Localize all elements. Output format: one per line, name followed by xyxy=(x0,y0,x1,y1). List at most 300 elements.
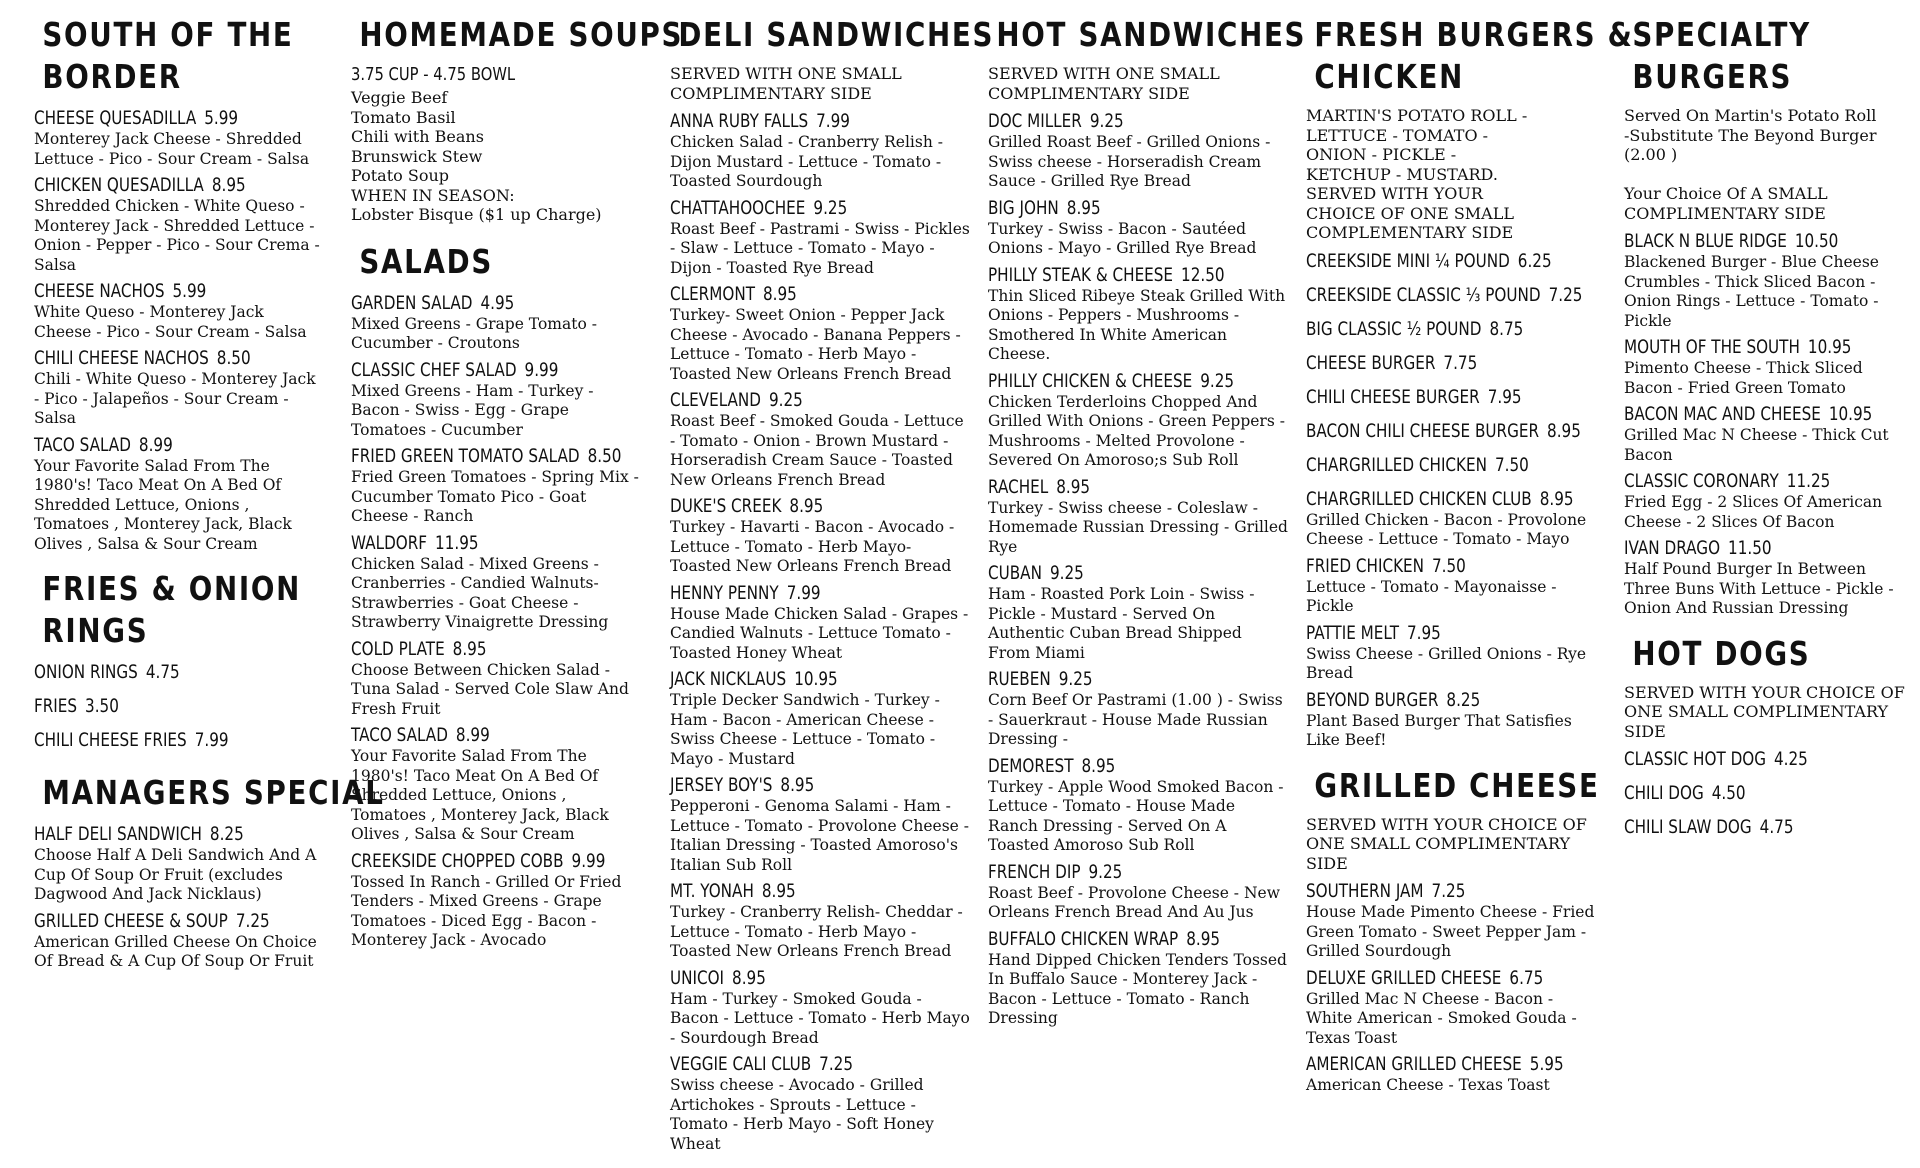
menu-section xyxy=(988,14,1307,1043)
menu-item xyxy=(670,966,970,1049)
menu-section xyxy=(34,14,324,568)
menu-item-name: CHILI SLAW DOG xyxy=(1624,816,1752,838)
menu-item xyxy=(34,173,324,275)
menu-item-heading xyxy=(1624,229,1856,253)
menu-item-price: 9.25 xyxy=(813,196,848,219)
menu-item xyxy=(351,358,641,441)
section-title-line: SOUTH OF THE xyxy=(42,15,294,54)
menu-item-name: SOUTHERN JAM xyxy=(1306,880,1424,902)
menu-item xyxy=(1624,781,1914,805)
menu-item-description: Mixed Greens - Ham - Turkey - Bacon - Swiss - Egg - Grape Tomatoes - Cucumber xyxy=(351,381,594,439)
menu-item-heading xyxy=(351,849,606,873)
menu-item-name: BIG JOHN xyxy=(988,196,1059,219)
menu-item-price: 7.95 xyxy=(1487,385,1522,408)
menu-item-heading xyxy=(1306,351,1538,375)
menu-item-name: CHARGRILLED CHICKEN CLUB xyxy=(1306,487,1532,510)
menu-item xyxy=(351,637,641,720)
menu-item-price: 5.99 xyxy=(204,107,239,129)
menu-item-heading xyxy=(1306,621,1538,645)
menu-item-description: Lettuce - Tomato - Mayonaisse - Pickle xyxy=(1306,577,1557,615)
section-spacer xyxy=(34,976,324,986)
menu-item xyxy=(1306,879,1596,962)
menu-item-heading xyxy=(988,369,1235,393)
menu-item xyxy=(1624,815,1914,839)
menu-item xyxy=(1624,747,1914,771)
menu-item-price: 4.25 xyxy=(1774,748,1808,770)
menu-item-name: PHILLY CHICKEN & CHEESE xyxy=(988,369,1193,392)
menu-item-description: House Made Pimento Cheese - Fried Green Tomato - Sweet Pepper Jam - Grilled Sourdough xyxy=(1306,903,1595,960)
menu-item-heading xyxy=(670,773,910,797)
menu-item-name: CHEESE BURGER xyxy=(1306,351,1436,374)
menu-item-description: Tossed In Ranch - Grilled Or Fried Tenders - Mixed Greens - Grape Tomatoes - Diced Egg - Bacon - Monterey Jack - Avocado xyxy=(351,872,622,949)
section-spacer xyxy=(34,762,324,772)
menu-item xyxy=(1306,419,1596,443)
menu-item-price: 10.50 xyxy=(1794,230,1839,252)
menu-item-price: 9.99 xyxy=(571,849,606,872)
menu-item-price: 4.75 xyxy=(145,661,180,683)
menu-item-heading xyxy=(988,860,1228,884)
section-spacer xyxy=(1306,755,1596,765)
menu-item xyxy=(34,106,324,169)
menu-item-name: BEYOND BURGER xyxy=(1306,688,1439,711)
menu-item-price: 8.95 xyxy=(452,637,487,660)
menu-item-description: Thin Sliced Ribeye Steak Grilled With Onions - Peppers - Mushrooms - Smothered In White American Cheese. xyxy=(988,286,1286,363)
menu-item-price: 9.25 xyxy=(1089,110,1124,132)
menu-item-heading xyxy=(1624,536,1856,560)
section-spacer xyxy=(988,1033,1288,1043)
section-spacer xyxy=(351,955,641,965)
menu-item-name: VEGGIE CALI CLUB xyxy=(670,1053,812,1075)
menu-item-heading xyxy=(34,909,270,933)
menu-item-name: CUBAN xyxy=(988,562,1042,584)
menu-item-heading xyxy=(351,444,622,468)
menu-item-description: Ham - Roasted Pork Loin - Swiss - Pickle - Mustard - Served On Authentic Cuban Bread Shipped From Miami xyxy=(988,585,1255,662)
menu-item-name: CREEKSIDE CLASSIC ⅓ POUND xyxy=(1306,283,1541,306)
section-title-line: HOT SANDWICHES xyxy=(996,15,1307,54)
menu-item-heading xyxy=(351,723,583,747)
section-title-line: SPECIALTY xyxy=(1632,15,1811,54)
menu-item-name: CREEKSIDE CHOPPED COBB xyxy=(351,849,564,872)
menu-item-price: 9.25 xyxy=(1088,860,1123,883)
menu-item-name: RACHEL xyxy=(988,475,1049,498)
menu-item-price: 8.95 xyxy=(1066,196,1101,219)
section-title xyxy=(988,14,1307,56)
menu-item-name: TACO SALAD xyxy=(351,724,448,746)
menu-item-heading xyxy=(1306,966,1544,990)
menu-item-description: Grilled Roast Beef - Grilled Onions - Swiss cheese - Horseradish Cream Sauce - Grilled Rye Bread xyxy=(988,133,1271,190)
menu-item-description: Chicken Salad - Cranberry Relish - Dijon Mustard - Lettuce - Tomato - Toasted Sourdough xyxy=(670,133,943,190)
menu-item-name: MT. YONAH xyxy=(670,880,754,902)
menu-item-name: CLASSIC CORONARY xyxy=(1624,470,1779,492)
menu-item-price: 8.95 xyxy=(761,880,796,902)
menu-item xyxy=(34,279,324,342)
menu-item xyxy=(670,667,970,769)
menu-item-heading xyxy=(670,388,910,412)
menu-item-price: 7.25 xyxy=(235,909,270,932)
menu-item-price: 11.25 xyxy=(1786,470,1831,492)
menu-item-description: Plant Based Burger That Satisfies Like Beef! xyxy=(1306,711,1572,749)
section-title-line: BURGERS xyxy=(1632,57,1793,96)
menu-item-price: 5.99 xyxy=(172,280,207,302)
menu-item xyxy=(34,909,324,972)
menu-item xyxy=(1306,554,1596,617)
section-title xyxy=(351,14,684,56)
menu-item-name: CHARGRILLED CHICKEN xyxy=(1306,453,1487,476)
menu-item-heading xyxy=(1306,688,1538,712)
menu-item-heading xyxy=(34,433,266,457)
menu-item-heading xyxy=(670,109,910,133)
menu-item-heading xyxy=(988,927,1228,951)
menu-item-name: BUFFALO CHICKEN WRAP xyxy=(988,927,1179,950)
menu-item-description: Half Pound Burger In Between Three Buns With Lettuce - Pickle - Onion And Russian Dressing xyxy=(1624,560,1894,617)
menu-section xyxy=(34,568,324,772)
menu-column-2 xyxy=(351,14,684,965)
menu-item-name: ONION RINGS xyxy=(34,661,138,683)
menu-item-heading xyxy=(988,263,1228,287)
menu-item-heading xyxy=(988,109,1228,133)
menu-item-heading xyxy=(1306,487,1574,511)
menu-item-price: 7.25 xyxy=(819,1053,853,1075)
menu-column-1 xyxy=(34,14,385,986)
section-title-line: SALADS xyxy=(359,241,493,281)
menu-item-heading xyxy=(1306,419,1581,443)
menu-column-4 xyxy=(988,14,1307,1043)
menu-item xyxy=(34,728,324,752)
menu-item-name: BLACK N BLUE RIDGE xyxy=(1624,230,1787,252)
section-note: SERVED WITH YOUR CHOICE OF ONE SMALL COMPLIMENTARY SIDE xyxy=(1624,682,1905,741)
menu-item-heading xyxy=(1624,781,1856,805)
menu-item-name: CHILI CHEESE NACHOS xyxy=(34,347,209,369)
menu-item-description: Turkey - Swiss cheese - Coleslaw - Homemade Russian Dressing - Grilled Rye xyxy=(988,498,1288,556)
menu-item xyxy=(1306,1052,1596,1096)
menu-item-name: WALDORF xyxy=(351,531,428,554)
menu-item-name: DUKE'S CREEK xyxy=(670,495,782,517)
section-spacer xyxy=(1624,623,1914,633)
menu-column-3 xyxy=(670,14,995,1168)
menu-item-price: 6.25 xyxy=(1517,249,1552,272)
menu-item-heading xyxy=(1624,469,1856,493)
menu-item-name: CLASSIC HOT DOG xyxy=(1624,748,1767,770)
menu-item-price: 12.50 xyxy=(1181,263,1225,286)
menu-item-heading xyxy=(670,196,910,220)
menu-item-heading xyxy=(34,106,266,130)
menu-item-name: MOUTH OF THE SOUTH xyxy=(1624,336,1800,358)
menu-item-price: 7.99 xyxy=(786,581,821,604)
section-spacer xyxy=(1624,849,1914,859)
section-title xyxy=(34,772,385,814)
menu-item-price: 8.95 xyxy=(1081,754,1116,777)
menu-item-name: CHILI CHEESE FRIES xyxy=(34,729,187,751)
menu-item-description: Triple Decker Sandwich - Turkey - Ham - Bacon - American Cheese - Swiss Cheese - Lettuce - Tomato - Mayo - Mustard xyxy=(670,691,940,768)
menu-item-heading xyxy=(670,282,910,306)
menu-item-price: 8.95 xyxy=(780,774,815,796)
menu-item-name: COLD PLATE xyxy=(351,637,445,660)
menu-item-price: 9.25 xyxy=(1200,369,1235,392)
menu-item-price: 3.50 xyxy=(85,695,119,717)
menu-item-price: 5.95 xyxy=(1529,1053,1564,1075)
menu-item-price: 4.50 xyxy=(1711,782,1746,804)
menu-item-name: PHILLY STEAK & CHEESE xyxy=(988,263,1174,286)
menu-section xyxy=(351,241,641,965)
menu-item xyxy=(988,196,1288,259)
section-title xyxy=(351,241,595,283)
menu-item-description: White Queso - Monterey Jack Cheese - Pico - Sour Cream - Salsa xyxy=(34,303,307,341)
menu-item-heading xyxy=(1624,335,1856,359)
menu-item-heading xyxy=(1306,283,1583,307)
menu-item-heading xyxy=(34,822,266,846)
menu-item-price: 10.95 xyxy=(1828,403,1873,425)
menu-item-price: 9.25 xyxy=(1058,668,1093,690)
section-title-line: DELI SANDWICHES xyxy=(678,15,995,54)
menu-item xyxy=(988,263,1288,365)
menu-item-name: BIG CLASSIC ½ POUND xyxy=(1306,317,1482,340)
menu-item xyxy=(1624,469,1914,532)
menu-item-name: JERSEY BOY'S xyxy=(670,774,773,796)
menu-item-heading xyxy=(988,561,1228,585)
section-spacer xyxy=(670,1158,970,1168)
menu-item xyxy=(988,561,1288,663)
menu-item-name: CHEESE QUESADILLA xyxy=(34,107,197,129)
menu-item-description: Turkey - Cranberry Relish- Cheddar - Lettuce - Tomato - Herb Mayo - Toasted New Orleans French Bread xyxy=(670,903,963,960)
menu-item-heading xyxy=(1624,402,1873,426)
menu-item xyxy=(351,849,641,951)
menu-item-price: 8.95 xyxy=(1186,927,1221,950)
menu-item-description: Choose Half A Deli Sandwich And A Cup Of Soup Or Fruit (excludes Dagwood And Jack Nicklaus) xyxy=(34,846,317,903)
menu-section xyxy=(670,14,995,1168)
menu-item-name: HALF DELI SANDWICH xyxy=(34,823,202,845)
menu-item-heading xyxy=(1306,453,1538,477)
menu-item-name: CHEESE NACHOS xyxy=(34,280,165,302)
menu-item-name: AMERICAN GRILLED CHEESE xyxy=(1306,1053,1522,1075)
menu-item-heading xyxy=(351,358,583,382)
menu-item xyxy=(988,109,1288,192)
menu-item-description: Ham - Turkey - Smoked Gouda - Bacon - Lettuce - Tomato - Herb Mayo - Sourdough Bread xyxy=(670,989,970,1047)
menu-item xyxy=(1306,317,1596,341)
section-title-line: CHICKEN xyxy=(1314,57,1464,96)
menu-item-price: 8.50 xyxy=(216,347,251,369)
menu-item xyxy=(34,346,324,429)
menu-item-heading xyxy=(670,494,910,518)
section-title xyxy=(670,14,995,56)
menu-item-price: 6.75 xyxy=(1509,966,1544,989)
menu-item xyxy=(351,291,641,354)
menu-item-heading xyxy=(1306,249,1552,273)
menu-item-description: Roast Beef - Provolone Cheese - New Orleans French Bread And Au Jus xyxy=(988,883,1280,921)
menu-item-price: 4.95 xyxy=(480,291,515,314)
menu-item xyxy=(1306,966,1596,1049)
section-note: SERVED WITH YOUR CHOICE OF ONE SMALL COMPLIMENTARY SIDE xyxy=(1306,814,1587,873)
menu-item-heading xyxy=(988,475,1228,499)
menu-item xyxy=(34,694,324,718)
menu-item-name: JACK NICKLAUS xyxy=(670,668,787,690)
menu-item xyxy=(670,773,970,875)
menu-item-name: FRIES xyxy=(34,695,78,717)
menu-item-price: 4.75 xyxy=(1759,816,1794,838)
menu-item-heading xyxy=(670,1052,910,1076)
menu-item-price: 9.99 xyxy=(524,358,559,381)
menu-item-price: 8.99 xyxy=(138,433,173,456)
section-note: Veggie Beef Tomato Basil Chili with Beans Brunswick Stew Potato Soup WHEN IN SEASON: Lobster Bisque ($1 up Charge) xyxy=(351,88,602,224)
menu-item-price: 7.25 xyxy=(1431,880,1466,902)
menu-item-price: 8.95 xyxy=(1547,419,1581,442)
menu-item-heading xyxy=(1624,747,1856,771)
menu-item-description: Corn Beef Or Pastrami (1.00 ) - Swiss - Sauerkraut - House Made Russian Dressing - xyxy=(988,691,1283,748)
menu-section xyxy=(1306,765,1600,1110)
menu-item xyxy=(1306,283,1596,307)
section-title-line: GRILLED CHEESE xyxy=(1314,765,1600,805)
menu-item-price: 10.95 xyxy=(794,668,838,690)
section-title-line: HOT DOGS xyxy=(1632,633,1811,673)
menu-item xyxy=(670,1052,970,1154)
menu-item-heading xyxy=(34,173,266,197)
menu-item-description: Pimento Cheese - Thick Sliced Bacon - Fried Green Tomato xyxy=(1624,359,1863,397)
menu-item-description: American Cheese - Texas Toast xyxy=(1306,1076,1550,1094)
menu-item-price: 8.95 xyxy=(732,966,766,989)
section-title xyxy=(1624,14,1868,98)
menu-item-description: Grilled Chicken - Bacon - Provolone Cheese - Lettuce - Tomato - Mayo xyxy=(1306,510,1587,548)
menu-item-description: Your Favorite Salad From The 1980's! Taco Meat On A Bed Of Shredded Lettuce, Onions , Tomatoes , Monterey Jack, Black Olives , Salsa & Sour Cream xyxy=(351,747,609,843)
menu-item-heading xyxy=(670,966,910,990)
menu-item-name: CHICKEN QUESADILLA xyxy=(34,174,204,196)
menu-item-name: DOC MILLER xyxy=(988,110,1082,132)
menu-item-name: CLEVELAND xyxy=(670,389,761,411)
menu-item-name: FRIED GREEN TOMATO SALAD xyxy=(351,445,580,467)
menu-item xyxy=(988,927,1288,1029)
menu-item-price: 8.99 xyxy=(455,724,490,746)
menu-item xyxy=(1624,229,1914,331)
menu-item-price: 8.50 xyxy=(587,445,622,467)
section-price-note: 3.75 CUP - 4.75 BOWL xyxy=(351,64,516,85)
menu-item-name: HENNY PENNY xyxy=(670,581,779,604)
menu-item-heading xyxy=(34,346,266,370)
menu-item-price: 11.50 xyxy=(1728,537,1772,559)
menu-item-name: TACO SALAD xyxy=(34,433,131,456)
menu-item-description: Fried Green Tomatoes - Spring Mix - Cucumber Tomato Pico - Goat Cheese - Ranch xyxy=(351,468,639,525)
menu-item xyxy=(1306,621,1596,684)
menu-item-name: RUEBEN xyxy=(988,668,1051,690)
menu-item xyxy=(670,879,970,962)
menu-item-name: CHILI CHEESE BURGER xyxy=(1306,385,1480,408)
menu-item-price: 8.95 xyxy=(789,495,824,517)
menu-item xyxy=(1624,536,1914,619)
menu-item-description: Your Favorite Salad From The 1980's! Taco Meat On A Bed Of Shredded Lettuce, Onions , Tomatoes , Monterey Jack, Black Olives , Salsa & Sour Cream xyxy=(34,456,292,553)
section-title xyxy=(1306,14,1634,98)
menu-item xyxy=(34,433,324,555)
menu-item xyxy=(1306,487,1596,550)
menu-item xyxy=(670,388,970,490)
menu-section xyxy=(34,772,385,986)
menu-item-heading xyxy=(34,728,266,752)
menu-item xyxy=(1306,249,1596,273)
menu-item-price: 9.25 xyxy=(768,389,803,411)
menu-item-name: BACON CHILI CHEESE BURGER xyxy=(1306,419,1540,442)
menu-item-description: Turkey - Havarti - Bacon - Avocado - Lettuce - Tomato - Herb Mayo- Toasted New Orleans French Bread xyxy=(670,518,955,575)
menu-item-description: Shredded Chicken - White Queso - Monterey Jack - Shredded Lettuce - Onion - Pepper - Pico - Sour Crema - Salsa xyxy=(34,197,320,274)
menu-item-name: CLASSIC CHEF SALAD xyxy=(351,358,517,381)
menu-item-heading xyxy=(988,754,1228,778)
menu-item-heading xyxy=(1306,1052,1564,1076)
menu-item-description: Grilled Mac N Cheese - Thick Cut Bacon xyxy=(1624,426,1889,464)
menu-item xyxy=(988,475,1288,558)
menu-item-heading xyxy=(34,279,266,303)
menu-item-heading xyxy=(34,694,266,718)
menu-item-heading xyxy=(1306,385,1538,409)
menu-item xyxy=(351,723,641,845)
menu-item-price: 7.95 xyxy=(1407,621,1441,644)
section-note: SERVED WITH ONE SMALL COMPLIMENTARY SIDE xyxy=(988,64,1220,103)
menu-item-description: Chili - White Queso - Monterey Jack - Pico - Jalapeños - Sour Cream - Salsa xyxy=(34,370,316,427)
menu-item-name: GRILLED CHEESE & SOUP xyxy=(34,909,228,932)
menu-section xyxy=(351,14,684,241)
section-title-line: MANAGERS SPECIAL xyxy=(42,773,385,812)
section-title-line: RINGS xyxy=(42,611,149,650)
menu-item-name: CHATTAHOOCHEE xyxy=(670,196,806,219)
menu-item xyxy=(1624,402,1914,465)
section-title-line: HOMEMADE SOUPS xyxy=(359,15,684,54)
menu-item xyxy=(988,754,1288,856)
section-spacer xyxy=(34,558,324,568)
menu-item xyxy=(670,282,970,384)
menu-item-heading xyxy=(670,581,910,605)
menu-item-description: Turkey- Sweet Onion - Pepper Jack Cheese - Avocado - Banana Peppers - Lettuce - Tomato - Herb Mayo - Toasted New Orleans French Bread xyxy=(670,306,961,383)
menu-item xyxy=(1306,351,1596,375)
menu-item-description: Turkey - Swiss - Bacon - Sautéed Onions - Mayo - Grilled Rye Bread xyxy=(988,219,1257,257)
menu-item-description: Chicken Terderloins Chopped And Grilled With Onions - Green Peppers - Mushrooms - Melted Provolone - Severed On Amoroso;s Sub Roll xyxy=(988,392,1285,469)
section-spacer xyxy=(351,231,641,241)
menu-item-description: Grilled Mac N Cheese - Bacon - White American - Smoked Gouda - Texas Toast xyxy=(1306,989,1577,1047)
menu-item-heading xyxy=(1624,815,1856,839)
menu-item-price: 8.95 xyxy=(1056,475,1091,498)
menu-item-price: 8.95 xyxy=(1539,487,1574,510)
menu-item xyxy=(1306,385,1596,409)
menu-item-name: ANNA RUBY FALLS xyxy=(670,110,809,132)
menu-item xyxy=(670,196,970,279)
menu-item-heading xyxy=(34,660,266,684)
menu-item xyxy=(988,860,1288,923)
menu-item-heading xyxy=(988,667,1228,691)
menu-item-name: FRIED CHICKEN xyxy=(1306,554,1425,577)
menu-item-heading xyxy=(351,531,583,555)
menu-item-price: 7.99 xyxy=(816,110,850,132)
section-title-line: BORDER xyxy=(42,57,182,96)
menu-item-name: FRENCH DIP xyxy=(988,860,1081,883)
menu-item-price: 7.75 xyxy=(1443,351,1478,374)
menu-item-heading xyxy=(670,879,910,903)
menu-item-price: 7.50 xyxy=(1432,554,1466,577)
menu-item-name: UNICOI xyxy=(670,966,725,989)
menu-item-price: 8.95 xyxy=(762,283,797,305)
menu-item-description: Roast Beef - Smoked Gouda - Lettuce - Tomato - Onion - Brown Mustard - Horseradish Cream Sauce - Toasted New Orleans French Bread xyxy=(670,412,964,489)
menu-item-name: DELUXE GRILLED CHEESE xyxy=(1306,966,1502,989)
menu-item-description: Hand Dipped Chicken Tenders Tossed In Buffalo Sauce - Monterey Jack - Bacon - Lettuce - Tomato - Ranch Dressing xyxy=(988,950,1287,1027)
section-spacer xyxy=(1306,1100,1596,1110)
menu-item-description: Blackened Burger - Blue Cheese Crumbles - Thick Sliced Bacon - Onion Rings - Lettuce - Tomato - Pickle xyxy=(1624,253,1879,330)
menu-item-price: 10.95 xyxy=(1807,336,1852,358)
section-note: SERVED WITH ONE SMALL COMPLIMENTARY SIDE xyxy=(670,64,902,103)
menu-item xyxy=(34,660,324,684)
menu-item-name: BACON MAC AND CHEESE xyxy=(1624,403,1821,425)
menu-item-price: 9.25 xyxy=(1049,562,1084,584)
menu-item-description: Turkey - Apple Wood Smoked Bacon - Lettuce - Tomato - House Made Ranch Dressing - Served On A Toasted Amoroso Sub Roll xyxy=(988,777,1284,854)
menu-item-name: CHILI DOG xyxy=(1624,782,1704,804)
menu-item-description: Fried Egg - 2 Slices Of American Cheese - 2 Slices Of Bacon xyxy=(1624,493,1883,531)
menu-item-description: Swiss cheese - Avocado - Grilled Artichokes - Sprouts - Lettuce - Tomato - Herb Mayo - Soft Honey Wheat xyxy=(670,1076,934,1153)
menu-item xyxy=(1306,453,1596,477)
menu-item-price: 8.75 xyxy=(1489,317,1524,340)
menu-item-heading xyxy=(988,196,1228,220)
menu-item-price: 7.25 xyxy=(1548,283,1583,306)
menu-item-price: 8.25 xyxy=(209,823,244,845)
